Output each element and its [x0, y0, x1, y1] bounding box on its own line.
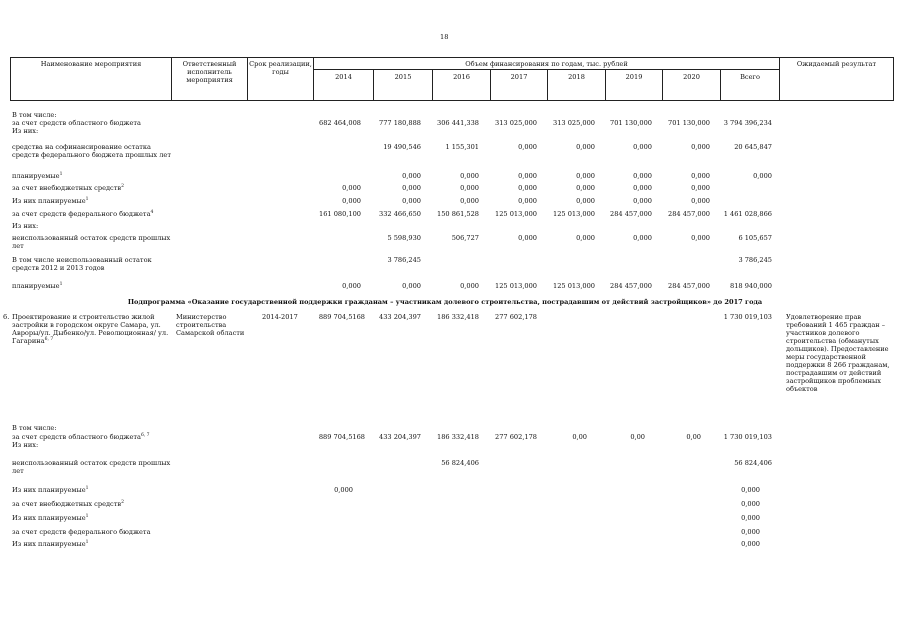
cell-2015: 332 466,650 — [379, 210, 421, 218]
cell-2017: 0,000 — [518, 197, 537, 205]
row-label: Из них планируемые$^1$ — [12, 485, 89, 494]
header-year: 2020 — [683, 73, 700, 81]
cell-2017: 0,000 — [518, 143, 537, 151]
cell-2018: 0,000 — [576, 197, 595, 205]
row-label: за счет средств областного бюджета — [12, 119, 141, 127]
cell-2020: 284 457,000 — [668, 210, 710, 218]
cell-2019: 284 457,000 — [610, 282, 652, 290]
item-name: Проектирование и строительство жилой застройки в городском округе Самара, ул. Авроры/ул. Дыбенко/ул. Революционная/ ул. Гагарина$^{6, 7}$ — [12, 313, 169, 345]
cell-2020: 0,000 — [691, 184, 710, 192]
cell-2016: 0,000 — [460, 282, 479, 290]
row-label: неиспользованный остаток средств прошлых лет — [12, 234, 171, 250]
cell-2018: 313 025,000 — [553, 119, 595, 127]
cell-total: 0,000 — [741, 514, 760, 522]
cell-total: 1 730 019,103 — [723, 433, 772, 441]
cell-2016: 186 332,418 — [437, 433, 479, 441]
cell-total: 6 105,657 — [738, 234, 772, 242]
cell-2017: 125 013,000 — [495, 210, 537, 218]
cell-2016: 56 824,406 — [441, 459, 479, 467]
row-label: за счет внебюджетных средств$^2$ — [12, 183, 124, 192]
cell-2014: 889 704,5168 — [318, 313, 365, 321]
cell-total: 1 461 028,866 — [723, 210, 772, 218]
cell-2016: 0,000 — [460, 184, 479, 192]
row-label: за счет средств федерального бюджета$^4$ — [12, 209, 154, 218]
header-col-name: Наименование мероприятия — [40, 60, 142, 68]
cell-2020: 0,000 — [691, 234, 710, 242]
cell-2018: 125 013,000 — [553, 210, 595, 218]
cell-total: 3 794 396,234 — [723, 119, 772, 127]
cell-2015: 0,000 — [402, 197, 421, 205]
cell-2017: 0,000 — [518, 184, 537, 192]
cell-2017: 0,000 — [518, 234, 537, 242]
cell-2015: 3 786,245 — [387, 256, 421, 264]
cell-2017: 313 025,000 — [495, 119, 537, 127]
cell-2014: 0,000 — [342, 282, 361, 290]
cell-2020: 701 130,000 — [668, 119, 710, 127]
header-year: 2014 — [335, 73, 352, 81]
cell-2020: 0,000 — [691, 197, 710, 205]
cell-2019: 0,00 — [630, 433, 645, 441]
row-label: Из них планируемые$^1$ — [12, 513, 89, 522]
item-executor: Министерство строительства Самарской области — [176, 313, 245, 337]
header-col-result: Ожидаемый результат — [796, 60, 877, 68]
cell-2019: 701 130,000 — [610, 119, 652, 127]
header-year: 2015 — [394, 73, 412, 81]
cell-2016: 306 441,338 — [437, 119, 479, 127]
header-col-exec-3: мероприятия — [186, 76, 233, 84]
cell-2015: 0,000 — [402, 172, 421, 180]
cell-2017: 277 602,178 — [495, 313, 537, 321]
cell-2019: 0,000 — [633, 234, 652, 242]
cell-2016: 0,000 — [460, 197, 479, 205]
cell-2018: 125 013,000 — [553, 282, 595, 290]
header-year: 2017 — [510, 73, 528, 81]
cell-2016: 506,727 — [451, 234, 479, 242]
cell-2014: 889 704,5168 — [318, 433, 365, 441]
row-label: за счет средств областного бюджета$^{6, 7}$ — [12, 432, 150, 441]
cell-2016: 1 155,301 — [445, 143, 479, 151]
cell-2019: 0,000 — [633, 172, 652, 180]
cell-total: 1 730 019,103 — [723, 313, 772, 321]
row-label: Из них: — [12, 441, 39, 449]
cell-2017: 125 013,000 — [495, 282, 537, 290]
cell-total: 818 940,000 — [730, 282, 772, 290]
cell-2018: 0,000 — [576, 184, 595, 192]
cell-2015: 433 204,397 — [379, 433, 421, 441]
item-expected-result: Удовлетворение прав требований 1 465 граждан – участников долевого строительства (обманутых дольщиков). Предоставление меры государственной поддержки 8 266 гражданам, пострадавшим от действий застройщиков проблемных объектов — [786, 313, 890, 393]
page-number: 18 — [440, 33, 449, 41]
cell-2015: 433 204,397 — [379, 313, 421, 321]
row-label: за счет средств федерального бюджета — [12, 528, 151, 536]
cell-2016: 186 332,418 — [437, 313, 479, 321]
cell-2020: 284 457,000 — [668, 282, 710, 290]
row-label: планируемые$^1$ — [12, 171, 63, 180]
cell-2019: 0,000 — [633, 197, 652, 205]
cell-total: 0,000 — [753, 172, 772, 180]
cell-2014: 0,000 — [342, 184, 361, 192]
cell-2019: 0,000 — [633, 143, 652, 151]
cell-total: 20 645,847 — [734, 143, 772, 151]
header-year: 2016 — [453, 73, 470, 81]
cell-2015: 0,000 — [402, 282, 421, 290]
cell-2018: 0,000 — [576, 234, 595, 242]
years-rule — [313, 69, 779, 70]
row-label: Из них: — [12, 222, 39, 230]
cell-2019: 0,000 — [633, 184, 652, 192]
block2-including: В том числе: — [12, 424, 57, 432]
row-label: средства на софинансирование остатка средств федерального бюджета прошлых лет — [12, 143, 171, 159]
cell-2018: 0,00 — [572, 433, 587, 441]
cell-total: 3 786,245 — [738, 256, 772, 264]
cell-2018: 0,000 — [576, 172, 595, 180]
cell-2020: 0,00 — [686, 433, 701, 441]
cell-total: 0,000 — [741, 540, 760, 548]
cell-2019: 284 457,000 — [610, 210, 652, 218]
subprogram-title: Подпрограмма «Оказание государственной поддержки гражданам – участникам долевого строительства, пострадавшим от действий застройщиков» до 2017 года — [127, 298, 763, 306]
cell-2017: 0,000 — [518, 172, 537, 180]
header-year: 2018 — [568, 73, 585, 81]
cell-2016: 150 861,528 — [437, 210, 479, 218]
cell-total: 0,000 — [741, 500, 760, 508]
header-col-exec-1: Ответственный — [182, 60, 237, 68]
row-label: Из них планируемые$^1$ — [12, 539, 89, 548]
cell-2018: 0,000 — [576, 143, 595, 151]
cell-2014: 0,000 — [334, 486, 353, 494]
header-col-finance: Объем финансирования по годам, тыс. рублей — [465, 60, 628, 68]
row-label: за счет внебюджетных средств$^2$ — [12, 499, 124, 508]
header-top-rule — [10, 57, 894, 58]
header-year: 2019 — [625, 73, 643, 81]
block1-including: В том числе: — [12, 111, 57, 119]
row-label: неиспользованный остаток средств прошлых лет — [12, 459, 171, 475]
header-col-period-2: годы — [272, 68, 289, 76]
row-label: планируемые$^1$ — [12, 281, 63, 290]
header-col-period-1: Срок реализации, — [249, 60, 312, 68]
cell-2014: 682 464,008 — [319, 119, 361, 127]
row-label: Из них планируемые$^1$ — [12, 196, 89, 205]
header-col-exec-2: исполнитель — [187, 68, 232, 76]
cell-2015: 777 180,888 — [379, 119, 421, 127]
header-year: Всего — [740, 73, 760, 81]
header-bottom-rule — [10, 100, 894, 101]
cell-2014: 0,000 — [342, 197, 361, 205]
row-label: Из них: — [12, 127, 39, 135]
cell-total: 56 824,406 — [734, 459, 772, 467]
cell-2020: 0,000 — [691, 143, 710, 151]
cell-2015: 0,000 — [402, 184, 421, 192]
cell-total: 0,000 — [741, 486, 760, 494]
cell-total: 0,000 — [741, 528, 760, 536]
cell-2016: 0,000 — [460, 172, 479, 180]
item-period: 2014-2017 — [262, 313, 298, 321]
cell-2020: 0,000 — [691, 172, 710, 180]
cell-2017: 277 602,178 — [495, 433, 537, 441]
row-label: В том числе неиспользованный остаток средств 2012 и 2013 годов — [12, 256, 152, 272]
cell-2015: 19 490,546 — [383, 143, 421, 151]
cell-2014: 161 080,100 — [319, 210, 361, 218]
item-number: 6. — [3, 313, 10, 321]
cell-2015: 5 598,930 — [387, 234, 421, 242]
